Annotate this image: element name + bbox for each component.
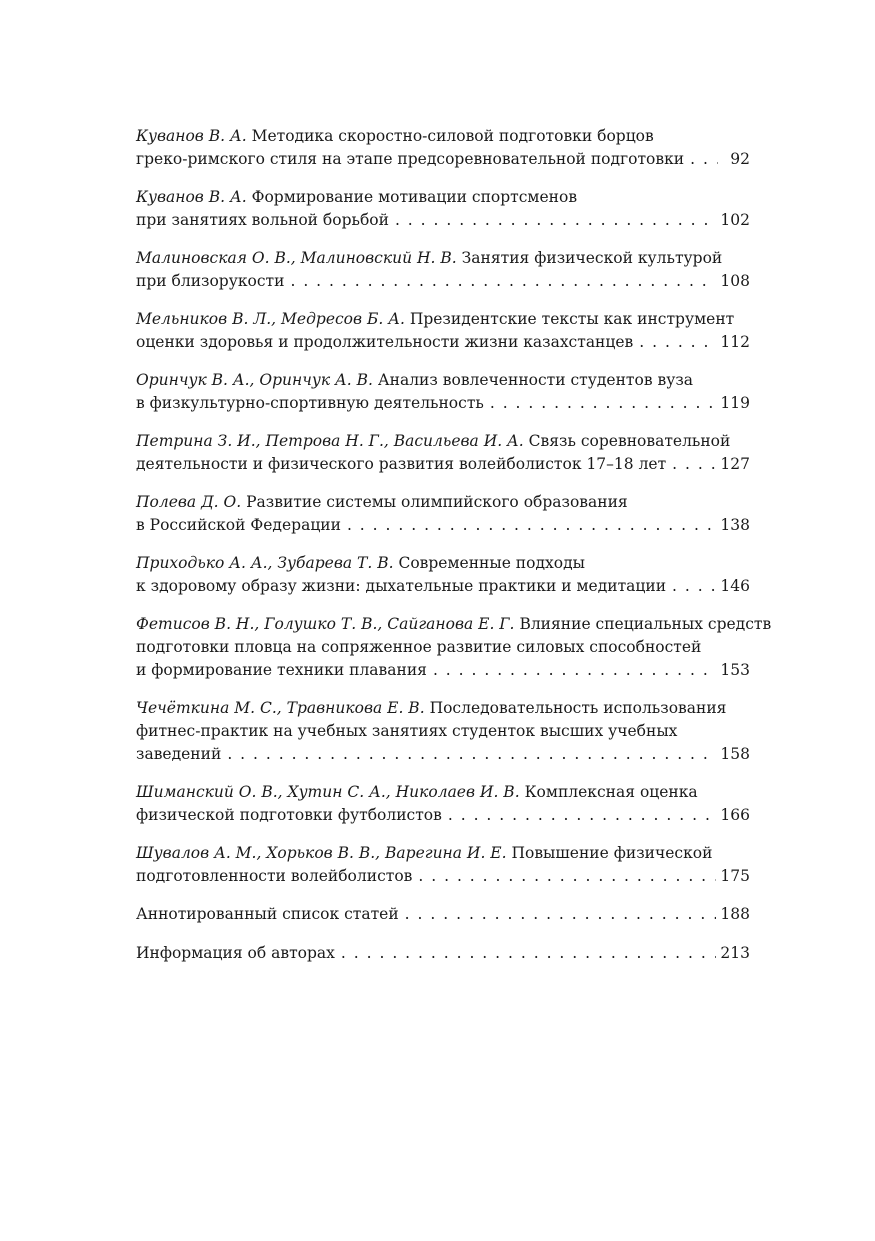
page-number: 108 (720, 272, 750, 290)
entry-authors: Куванов В. А. (136, 188, 247, 206)
entry-title-line: Аннотированный список статей (136, 905, 399, 923)
toc-entry[interactable] (136, 697, 750, 766)
entry-title-line: Связь соревновательной (528, 432, 731, 450)
toc-entry-annotated-list[interactable] (136, 903, 750, 926)
dot-leader (290, 270, 716, 293)
toc-entry[interactable] (136, 247, 750, 293)
entry-title-line: физической подготовки футболистов (136, 806, 442, 824)
dot-leader (341, 942, 717, 965)
dot-leader (490, 392, 717, 415)
dot-leader (433, 659, 716, 682)
toc-entry[interactable] (136, 308, 750, 354)
toc-entry[interactable] (136, 552, 750, 598)
entry-title-line: Развитие системы олимпийского образования (246, 493, 628, 511)
entry-authors: Шиманский О. В., Хутин С. А., Николаев И. В. (136, 783, 520, 801)
entry-title-line: подготовленности волейболистов (136, 867, 413, 885)
toc-entry[interactable] (136, 613, 772, 682)
toc-entry[interactable] (136, 781, 750, 827)
entry-title-line: оценки здоровья и продолжительности жизни казахстанцев (136, 333, 634, 351)
entry-authors: Куванов В. А. (136, 127, 247, 145)
dot-leader (690, 148, 718, 171)
entry-authors: Малиновская О. В., Малиновский Н. В. (136, 249, 457, 267)
entry-title-line: заведений (136, 745, 222, 763)
entry-title-line: Комплексная оценка (524, 783, 698, 801)
toc-entry[interactable] (136, 491, 750, 537)
entry-title-line: Формирование мотивации спортсменов (251, 188, 578, 206)
toc-entry[interactable] (136, 430, 750, 476)
entry-title-line: Влияние специальных средств (519, 615, 772, 633)
entry-title-line: Президентские тексты как инструмент (409, 310, 735, 328)
entry-title-line: Повышение физической (511, 844, 713, 862)
entry-title-line: подготовки пловца на сопряженное развитие силовых способностей (136, 638, 702, 656)
dot-leader (418, 865, 716, 888)
entry-title-line: деятельности и физического развития волейболисток 17–18 лет (136, 455, 667, 473)
entry-title-line: в физкультурно-спортивную деятельность (136, 394, 484, 412)
dot-leader (347, 514, 716, 537)
page-number: 138 (720, 516, 750, 534)
entry-title-line: Методика скоростно-силовой подготовки борцов (251, 127, 654, 145)
entry-title-line: к здоровому образу жизни: дыхательные практики и медитации (136, 577, 667, 595)
entry-title-line: при занятиях вольной борьбой (136, 211, 389, 229)
page-number: 213 (720, 944, 750, 962)
page-number: 127 (720, 455, 750, 473)
entry-authors: Мельников В. Л., Медресов Б. А. (136, 310, 405, 328)
page-number: 175 (720, 867, 750, 885)
entry-authors: Приходько А. А., Зубарева Т. В. (136, 554, 394, 572)
entry-title-line: фитнес-практик на учебных занятиях студенток высших учебных (136, 722, 678, 740)
toc-entry[interactable] (136, 125, 750, 171)
entry-title-line: греко-римского стиля на этапе предсоревновательной подготовки (136, 150, 685, 168)
toc-entry-authors-info[interactable] (136, 942, 750, 965)
entry-authors: Чечёткина М. С., Травникова Е. В. (136, 699, 425, 717)
page-number: 92 (730, 150, 750, 168)
table-of-contents (136, 125, 772, 981)
entry-title-line: при близорукости (136, 272, 285, 290)
toc-entry[interactable] (136, 842, 750, 888)
dot-leader (405, 903, 717, 926)
page-number: 119 (720, 394, 750, 412)
page-number: 188 (720, 905, 750, 923)
entry-title-line: Занятия физической культурой (461, 249, 723, 267)
page-number: 166 (720, 806, 750, 824)
toc-entry[interactable] (136, 369, 750, 415)
entry-authors: Петрина З. И., Петрова Н. Г., Васильева И. А. (136, 432, 524, 450)
entry-title-line: в Российской Федерации (136, 516, 341, 534)
dot-leader (672, 575, 716, 598)
dot-leader (672, 453, 716, 476)
page-number: 112 (720, 333, 750, 351)
entry-title-line: Последовательность использования (429, 699, 727, 717)
dot-leader (448, 804, 717, 827)
dot-leader (639, 331, 716, 354)
entry-title-line: Информация об авторах (136, 944, 335, 962)
entry-title-line: и формирование техники плавания (136, 661, 427, 679)
entry-title-line: Современные подходы (398, 554, 585, 572)
dot-leader (227, 743, 716, 766)
page-number: 102 (720, 211, 750, 229)
toc-entry[interactable] (136, 186, 750, 232)
entry-title-line: Анализ вовлеченности студентов вуза (377, 371, 694, 389)
entry-authors: Шувалов А. М., Хорьков В. В., Варегина И. Е. (136, 844, 507, 862)
page-number: 146 (720, 577, 750, 595)
dot-leader (395, 209, 716, 232)
page-number: 153 (720, 661, 750, 679)
entry-authors: Оринчук В. А., Оринчук А. В. (136, 371, 373, 389)
entry-authors: Полева Д. О. (136, 493, 242, 511)
page-number: 158 (720, 745, 750, 763)
entry-authors: Фетисов В. Н., Голушко Т. В., Сайганова Е. Г. (136, 615, 515, 633)
